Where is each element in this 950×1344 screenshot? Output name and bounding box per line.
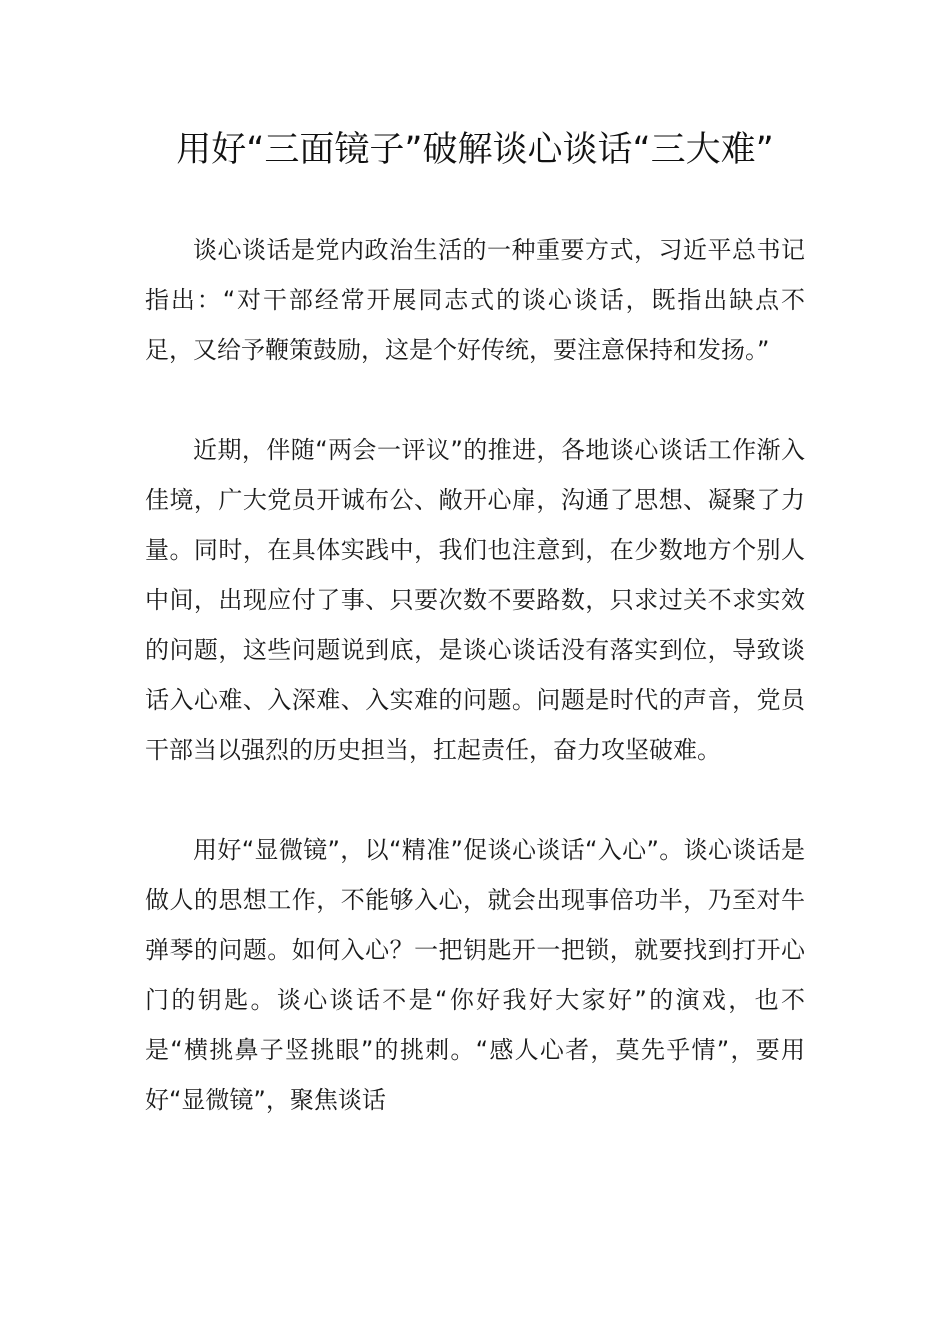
paragraph-microscope: 用好“显微镜”，以“精准”促谈心谈话“入心”。谈心谈话是做人的思想工作，不能够入心，就会出现事倍功半，乃至对牛弹琴的问题。如何入心？一把钥匙开一把锁，就要找到打开心门的钥匙。谈心谈话不是“你好我好大家好”的演戏，也不是“横挑鼻子竖挑眼”的挑刺。“感人心者，莫先乎情”，要用好“显微镜”，聚焦谈话	[145, 836, 805, 1114]
document-title: 用好“三面镜子”破解谈心谈话“三大难”	[176, 130, 774, 170]
document-body	[145, 225, 805, 1125]
paragraph-background: 近期，伴随“两会一评议”的推进，各地谈心谈话工作渐入佳境，广大党员开诚布公、敞开心扉，沟通了思想、凝聚了力量。同时，在具体实践中，我们也注意到，在少数地方个别人中间，出现应付了事、只要次数不要路数，只求过关不求实效的问题，这些问题说到底，是谈心谈话没有落实到位，导致谈话入心难、入深难、入实难的问题。问题是时代的声音，党员干部当以强烈的历史担当，扛起责任，奋力攻坚破难。	[145, 436, 805, 764]
paragraph-intro: 谈心谈话是党内政治生活的一种重要方式，习近平总书记指出：“对干部经常开展同志式的谈心谈话，既指出缺点不足，又给予鞭策鼓励，这是个好传统，要注意保持和发扬。”	[145, 236, 805, 364]
